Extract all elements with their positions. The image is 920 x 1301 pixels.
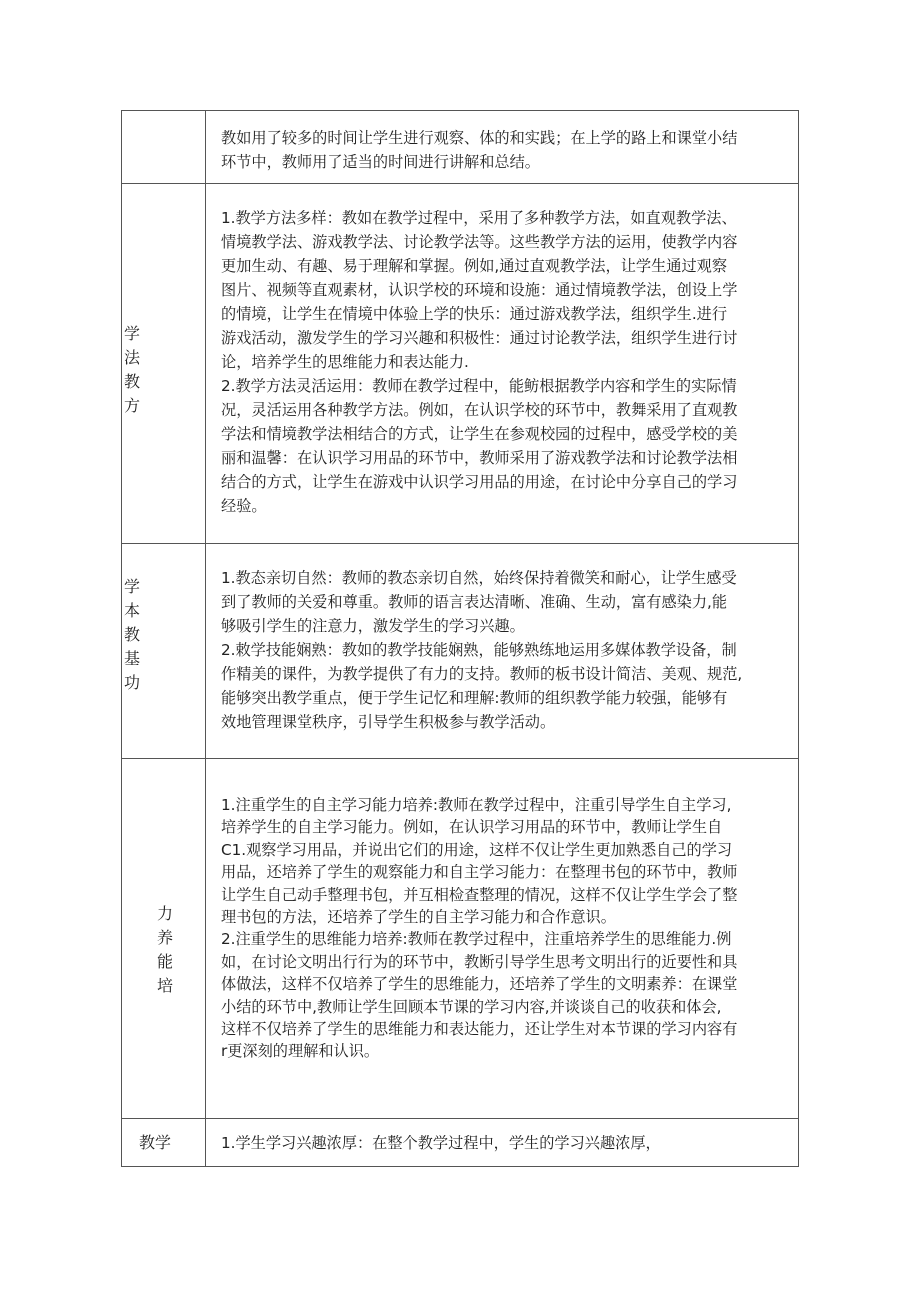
text-line: 的情境，让学生在情境中体验上学的快乐：通过游戏教学法，组织学生.进行 — [221, 305, 728, 323]
text-line: 经验。 — [221, 497, 267, 515]
row-divider — [121, 543, 799, 544]
row-divider — [121, 758, 799, 759]
text-line: 环节中，教师用了适当的时间进行讲解和总结。 — [221, 153, 540, 171]
text-line: 能够突出教学重点，便于学生记忆和理解:教师的组织教学能力较强，能够有 — [221, 689, 728, 707]
text-line: 游戏活动，激发学生的学习兴趣和积极性：通过讨论教学法，组织学生进行讨 — [221, 329, 738, 347]
text-line: 情境教学法、游戏教学法、讨论教学法等。这些教学方法的运用，使教学内容 — [221, 233, 738, 251]
text-line: 教如用了较多的时间让学生进行观察、体的和实践；在上学的路上和课堂小结 — [221, 129, 738, 147]
row-content-teaching — [221, 1131, 801, 1155]
column-divider — [205, 110, 206, 1167]
row-content-basic-skills — [221, 566, 801, 734]
text-line: 这样不仅培养了学生的思维能力和表达能力，还让学生对本节课的学习内容有 — [221, 1019, 738, 1038]
text-line: 体做法，这样不仅培养了学生的思维能力，还培养了学生的文明素养：在课堂 — [221, 975, 738, 994]
table-border — [121, 110, 122, 1167]
text-line: 2.教学方法灵活运用：教师在教学过程中，能鲂根据教学内容和学生的实际情 — [221, 377, 737, 395]
text-line: 够吸引学生的注意力，激发学生的学习兴趣。 — [221, 617, 525, 635]
text-line: 学法和情境教学法相结合的方式，让学生在参观校园的过程中，感受学校的美 — [221, 425, 738, 443]
row-label-teaching-methods: 学法教方 — [124, 324, 141, 415]
text-line: 作精美的课件，为教学提供了有力的支持。教师的板书设计简洁、美观、规范, — [221, 665, 743, 683]
text-line: 况，灵活运用各种教学方法。例如，在认识学校的环节中，教舞采用了直观教 — [221, 401, 738, 419]
text-line: 1.教学方法多样：教如在教学过程中，采用了多种教学方法，如直观教学法、 — [221, 209, 737, 227]
text-line: 让学生自己动手整理书包，并互相检查整理的情况，这样不仅让学生学会了整 — [221, 885, 738, 904]
row-label-teaching: 教学 — [139, 1133, 172, 1152]
text-line: C1.观察学习用品，并说出它们的用途，这样不仅让学生更加熟悉自己的学习 — [221, 840, 733, 859]
text-line: 1.注重学生的自主学习能力培养:教师在教学过程中，注重引导学生自主学习, — [221, 796, 732, 814]
text-line: 结合的方式，让学生在游戏中认识学习用品的用途，在讨论中分享自己的学习 — [221, 473, 738, 491]
text-line: 2.敕学技能娴熟：教如的教学技能娴熟，能够熟练地运用多媒体教学设备，制 — [221, 641, 737, 659]
text-line: 培养学生的自主学习能力。例如，在认识学习用品的环节中，教师让学生自 — [221, 818, 723, 837]
text-line: 论，培养学生的思维能力和表达能力. — [221, 353, 469, 371]
row-content-intro — [221, 126, 801, 174]
text-line: 小结的环节中,教师让学生回顾本节课的学习内容,并谈谈自己的收获和体会, — [221, 997, 722, 1016]
text-line: 1.教态亲切自然：教师的教态亲切自然，始终保持着微笑和耐心，让学生感受 — [221, 569, 737, 587]
text-line: 效地管理课堂秩序，引导学生积极参与教学活动。 — [221, 713, 556, 731]
text-line: 理书包的方法，还培养了学生的自主学习能力和合作意识。 — [221, 907, 616, 926]
row-content-teaching-methods — [221, 206, 801, 518]
row-label-basic-skills: 学本教基功 — [124, 577, 141, 692]
row-content-ability-training — [221, 794, 801, 1063]
row-label-ability-training: 力养能培 — [157, 904, 174, 995]
table-border — [121, 110, 799, 111]
text-line: 2.注重学生的思维能力培养:教师在教学过程中，注重培养学生的思维能力.例 — [221, 930, 732, 949]
text-line: 到了教师的关爱和尊重。教师的语言表达清晰、准确、生动，富有感染力,能 — [221, 593, 728, 611]
row-divider — [121, 1118, 799, 1119]
text-line: 用品，还培养了学生的观察能力和自主学习能力：在整理书包的环节中，教师 — [221, 863, 738, 882]
text-line: 更加生动、有趣、易于理解和掌握。例如,通过直观教学法，让学生通过观察 — [221, 257, 728, 275]
text-line: 如，在讨论文明出行行为的环节中，教断引导学生思考文明出行的近要性和具 — [221, 952, 738, 971]
text-line: 丽和温馨：在认识学习用品的环节中，教师采用了游戏教学法和讨论教学法相 — [221, 449, 738, 467]
text-line: 1.学生学习兴趣浓厚：在整个教学过程中，学生的学习兴趣浓厚， — [221, 1134, 661, 1152]
text-line: r更深刻的理解和认识。 — [221, 1042, 380, 1061]
table-border — [121, 1166, 799, 1167]
row-divider — [121, 183, 799, 184]
text-line: 图片、视频等直观素材，认识学校的环境和设施：通过情境教学法，创设上学 — [221, 281, 738, 299]
